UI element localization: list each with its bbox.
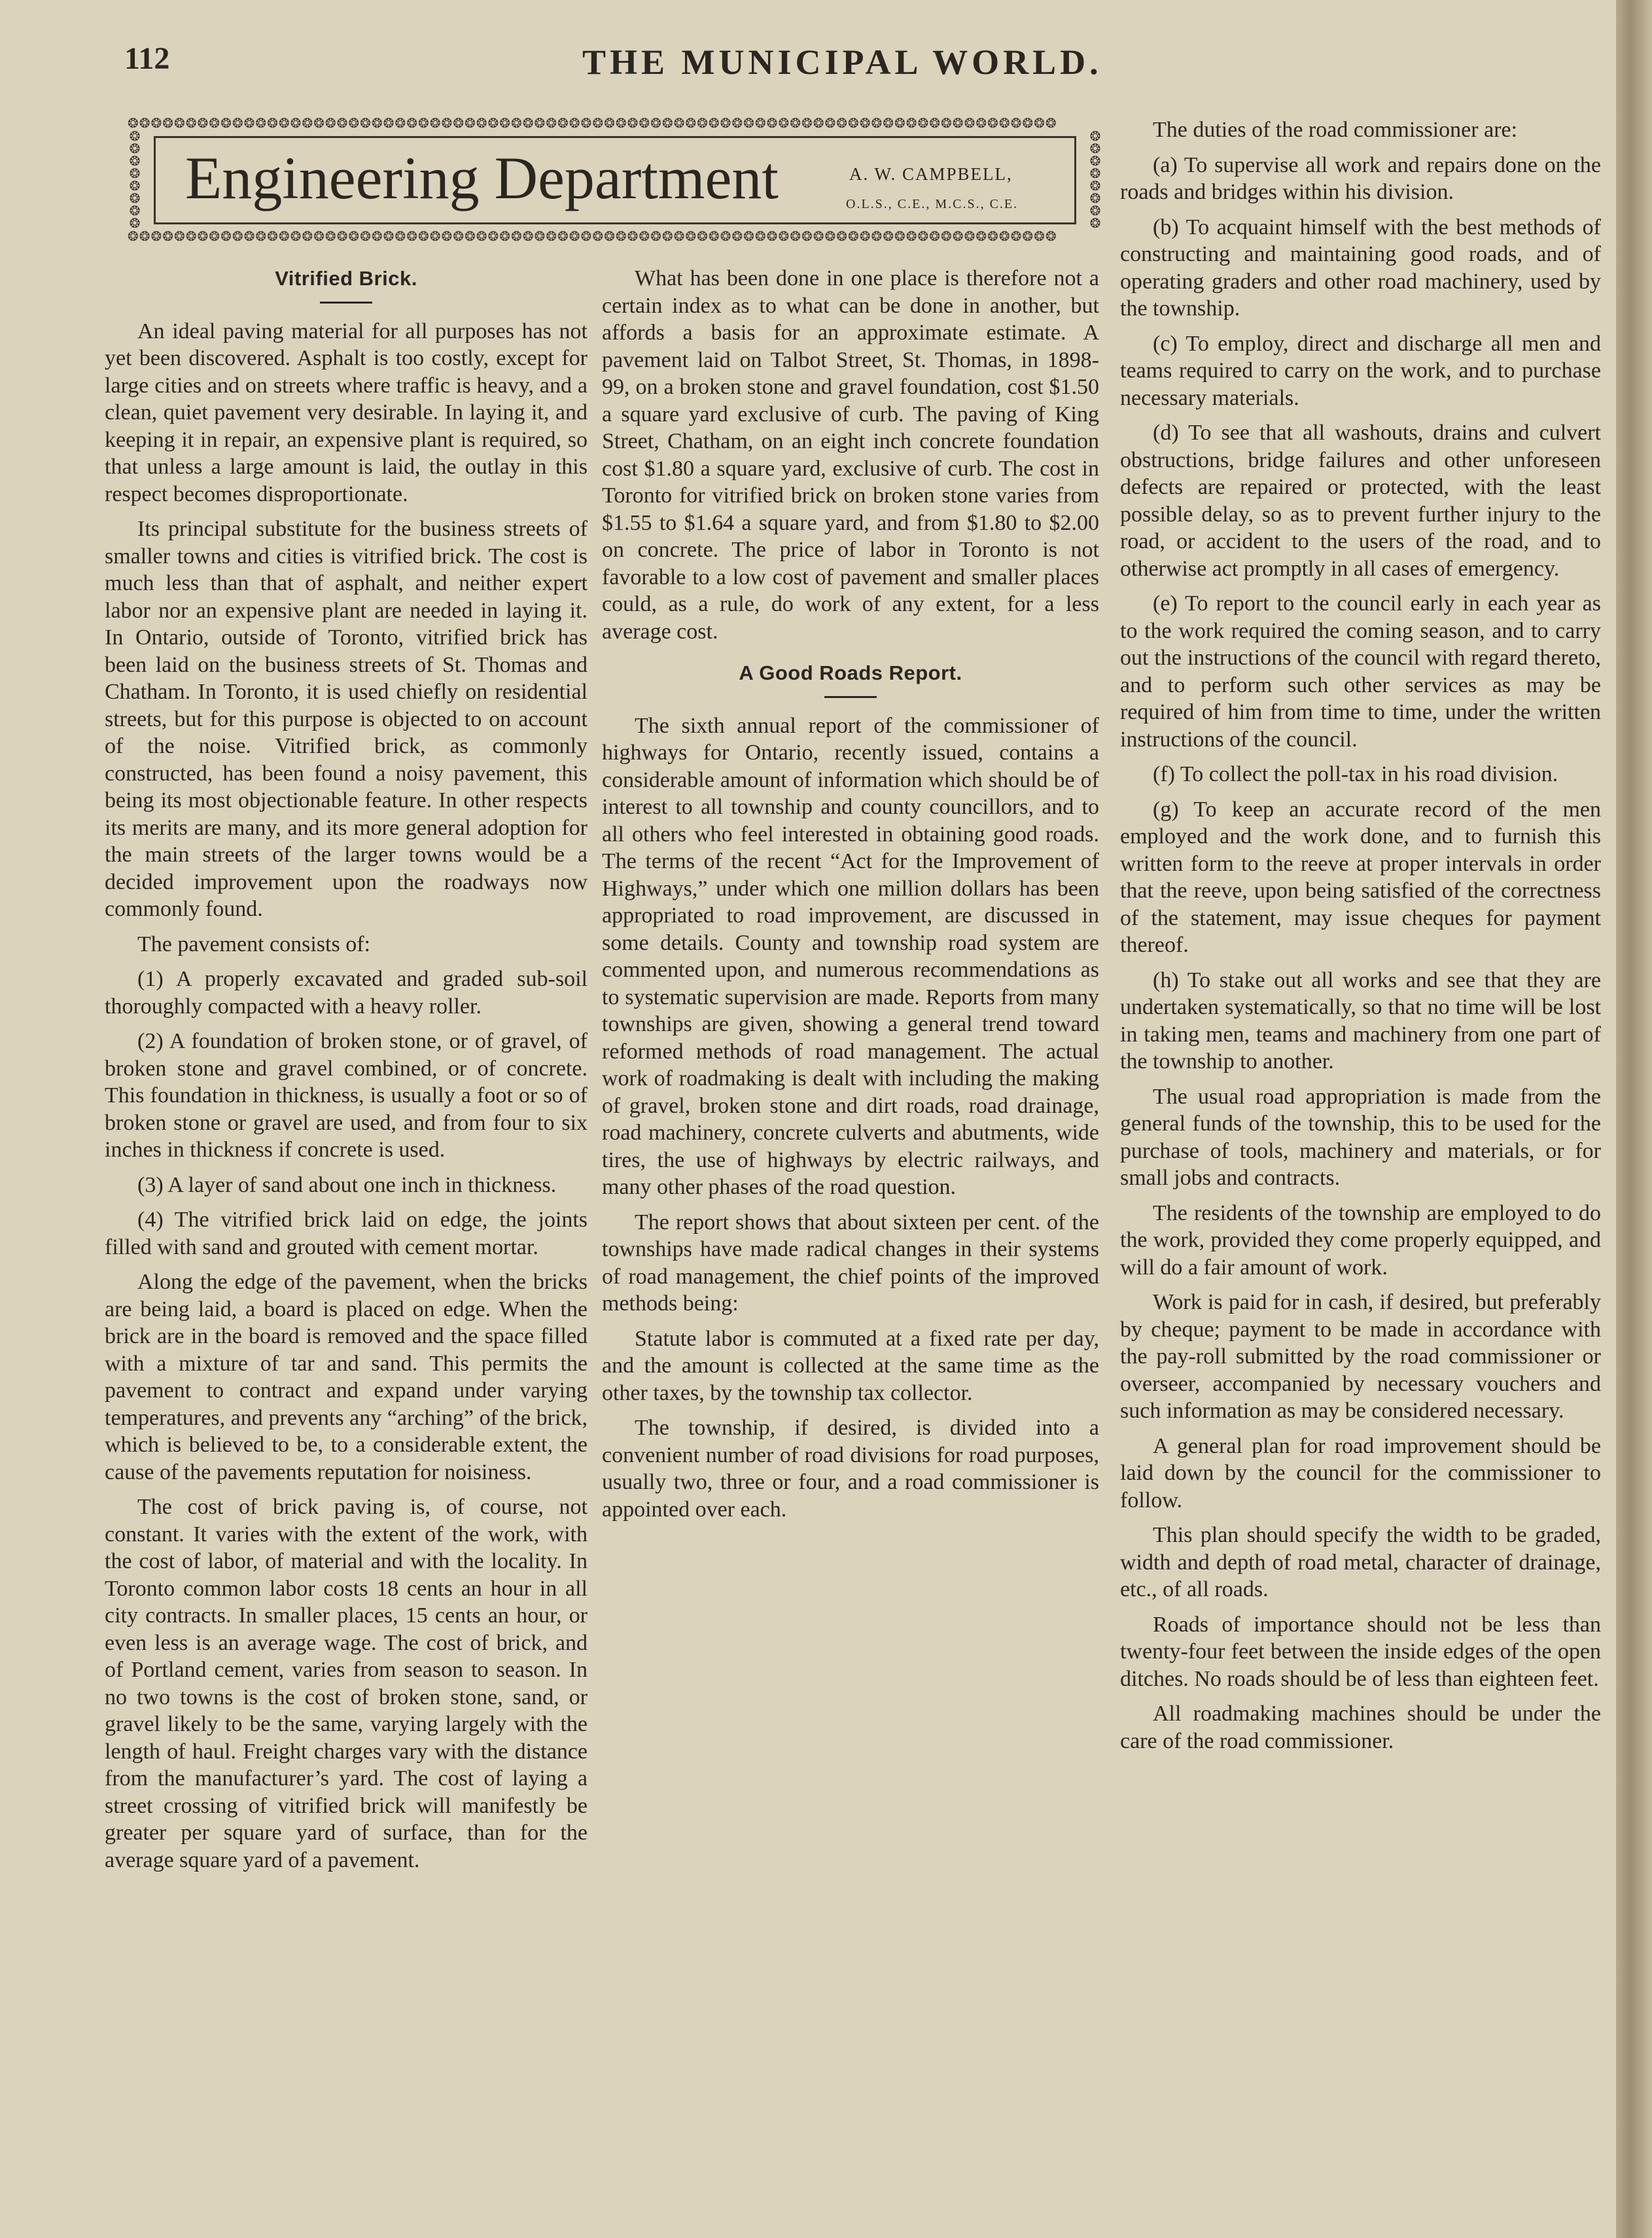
heading-rule [824,696,877,698]
column-1 [105,265,588,1881]
paragraph: (f) To collect the poll-tax in his road division. [1153,762,1558,786]
paragraph: Statute labor is commuted at a fixed rate per day, and the amount is collected at the same time as the other taxes, by the township tax collector. [602,1326,1099,1405]
paragraph: (b) To acquaint himself with the best methods of constructing and maintaining good roads, and of operating graders and other road machinery, used by the township. [1120,215,1601,321]
ornament-border-bottom: ❂❂❂❂❂❂❂❂❂❂❂❂❂❂❂❂❂❂❂❂❂❂❂❂❂❂❂❂❂❂❂❂❂❂❂❂❂❂❂❂❂❂❂❂❂❂❂❂❂❂❂❂❂❂❂❂❂❂❂❂❂❂❂❂❂❂❂❂❂❂❂❂❂❂❂❂❂❂❂❂ [128,230,1057,244]
paragraph: The report shows that about sixteen per cent. of the townships have made radical changes in their systems of road management, the chief points of the improved methods being: [602,1210,1099,1316]
banner-frame [154,136,1076,224]
paragraph: The cost of brick paving is, of course, not constant. It varies with the extent of the work, with the cost of labor, of material and with the locality. In Toronto common labor costs 18 cents an hour in all city contracts. In smaller places, 15 cents an hour, or even less is an average wage. The cost of brick, and of Portland cement, varies from season to season. In no two towns is the cost of broken stone, sand, or gravel likely to be the same, varying largely with the length of haul. Freight charges vary with the distance from the manufacturer’s yard. The cost of laying a street crossing of vitrified brick will manifestly be greater per square yard of surface, than for the average square yard of a pavement. [105,1495,588,1872]
page-header [124,41,1151,86]
page-number: 112 [124,41,170,76]
column-3 [1120,116,1601,1762]
paragraph: An ideal paving material for all purposes has not yet been discovered. Asphalt is too costly, except for large cities and on streets where traffic is heavy, and a clean, quiet pavement very desirable. In laying it, and keeping it in repair, an expensive plant is required, so that unless a large amount is laid, the outlay in this respect becomes disproportionate. [105,319,588,506]
ornament-border-right: ❂❂❂❂❂❂❂❂ [1089,131,1101,229]
paragraph: A general plan for road improvement should be laid down by the council for the commissioner to follow. [1120,1433,1601,1512]
publication-title: THE MUNICIPAL WORLD. [582,43,1102,82]
book-binding-edge [1616,0,1652,2238]
department-title: Engineering Department [185,145,779,211]
paragraph: (c) To employ, direct and discharge all men and teams required to carry on the work, and to purchase necessary materials. [1120,331,1601,410]
paragraph: (a) To supervise all work and repairs done on the roads and bridges within his division. [1120,152,1601,204]
author-credentials: O.L.S., C.E., M.C.S., C.E. [846,197,1019,211]
column-2 [602,265,1099,1531]
paragraph: This plan should specify the width to be graded, width and depth of road metal, character of drainage, etc., of all roads. [1120,1523,1601,1601]
paragraph: (h) To stake out all works and see that they are undertaken systematically, so that no time will be lost in taking men, teams and machinery from one part of the township to another. [1120,968,1601,1074]
paragraph: The pavement consists of: [137,932,370,956]
paragraph: (e) To report to the council early in each year as to the work required the coming season, and to carry out the instructions of the council with regard thereto, and to perform such other services as may be required of him from time to time, under the written instructions of the council. [1120,591,1601,752]
article-heading: A Good Roads Report. [739,661,962,684]
paragraph: (g) To keep an accurate record of the men employed and the work done, and to furnish this written form to the reeve at proper intervals in order that the reeve, upon being satisfied of the correctness of the statement, may issue cheques for payment thereof. [1120,797,1601,957]
author-name: A. W. CAMPBELL, [849,164,1013,184]
department-banner [128,116,1102,244]
paragraph: The township, if desired, is divided into a convenient number of road divisions for road purposes, usually two, three or four, and a road commissioner is appointed over each. [602,1416,1099,1522]
paragraph: Its principal substitute for the business streets of smaller towns and cities is vitrified brick. The cost is much less than that of asphalt, and neither expert labor nor an expensive plant are needed in laying it. In Ontario, outside of Toronto, vitrified brick has been laid on the business streets of St. Thomas and Chatham. In Toronto, it is used chiefly on residential streets, but for this purpose is objected to on account of the noise. Vitrified brick, as commonly constructed, has been found a noisy pavement, this being its most objectionable feature. In other respects its merits are many, and its more general adoption for the main streets of the larger towns would be a decided improvement upon the roadways now commonly found. [105,517,588,921]
ornament-border-top: ❂❂❂❂❂❂❂❂❂❂❂❂❂❂❂❂❂❂❂❂❂❂❂❂❂❂❂❂❂❂❂❂❂❂❂❂❂❂❂❂❂❂❂❂❂❂❂❂❂❂❂❂❂❂❂❂❂❂❂❂❂❂❂❂❂❂❂❂❂❂❂❂❂❂❂❂❂❂❂❂ [128,116,1057,131]
paragraph: (3) A layer of sand about one inch in thickness. [137,1172,557,1197]
ornament-border-left: ❂❂❂❂❂❂❂❂ [129,131,141,229]
paragraph: (2) A foundation of broken stone, or of gravel, of broken stone and gravel combined, or of concrete. This foundation in thickness, is usually a foot or so of broken stone or gravel are used, and from four to six inches in thickness if concrete is used. [105,1029,588,1162]
paragraph: What has been done in one place is therefore not a certain index as to what can be done in another, but affords a basis for an approximate estimate. A pavement laid on Talbot Street, St. Thomas, in 1898-99, on a broken stone and gravel foundation, cost $1.50 a square yard exclusive of curb. The paving of King Street, Chatham, on an eight inch concrete foundation cost $1.80 a square yard, exclusive of curb. The cost in Toronto for vitrified brick on broken stone varies from $1.55 to $1.64 a square yard, and from $1.80 to $2.00 on concrete. The price of labor in Toronto is not favorable to a low cost of pavement and smaller places could, as a rule, do work of any extent, for a less average cost. [602,266,1099,644]
paragraph: The duties of the road commissioner are: [1153,118,1518,142]
paragraph: All roadmaking machines should be under the care of the road commissioner. [1120,1702,1601,1753]
heading-rule [320,302,372,304]
paragraph: Roads of importance should not be less than twenty-four feet between the inside edges of the open ditches. No roads should be of less than eighteen feet. [1120,1612,1601,1691]
paragraph: The residents of the township are employed to do the work, provided they come properly equipped, and will do a fair amount of work. [1120,1200,1601,1280]
paragraph: Work is paid for in cash, if desired, but preferably by cheque; payment to be made in accordance with the pay-roll submitted by the road commissioner or overseer, accompanied by necessary vouchers and such information as may be considered necessary. [1120,1290,1601,1423]
paragraph: (1) A properly excavated and graded sub-soil thoroughly compacted with a heavy roller. [105,967,588,1019]
paragraph: The usual road appropriation is made from the general funds of the township, this to be used for the purchase of tools, machinery and materials, or for small jobs and contracts. [1120,1084,1601,1190]
paragraph: Along the edge of the pavement, when the bricks are being laid, a board is placed on edge. When the brick are in the board is removed and the space filled with a mixture of tar and sand. This permits the pavement to contract and expand under varying temperatures, and prevents any “arching” of the brick, which is believed to be, to a considerable extent, the cause of the pavements reputation for noisiness. [105,1270,588,1484]
paragraph: The sixth annual report of the commissioner of highways for Ontario, recently issued, contains a considerable amount of information which should be of interest to all township and county councillors, and to all others who feel interested in obtaining good roads. The terms of the recent “Act for the Improvement of Highways,” under which one million dollars has been appropriated to road improvement, are discussed in some details. County and township road system are commented upon, and numerous recommendations as to systematic supervision are made. Reports from many townships are given, showing a general trend toward reformed methods of road management. The actual work of roadmaking is dealt with including the making of gravel, broken stone and dirt roads, road drainage, road machinery, concrete culverts and abutments, wide tires, the use of highways by electric railways, and many other phases of the road question. [602,713,1099,1199]
paragraph: (d) To see that all washouts, drains and culvert obstructions, bridge failures and other unforeseen defects are repaired or protected, with the least possible delay, so as to prevent further injury to the road, or accident to the users of the road, and to otherwise act promptly in all cases of emergency. [1120,421,1601,581]
article-heading: Vitrified Brick. [275,267,417,290]
paragraph: (4) The vitrified brick laid on edge, the joints filled with sand and grouted with cement mortar. [105,1208,588,1259]
